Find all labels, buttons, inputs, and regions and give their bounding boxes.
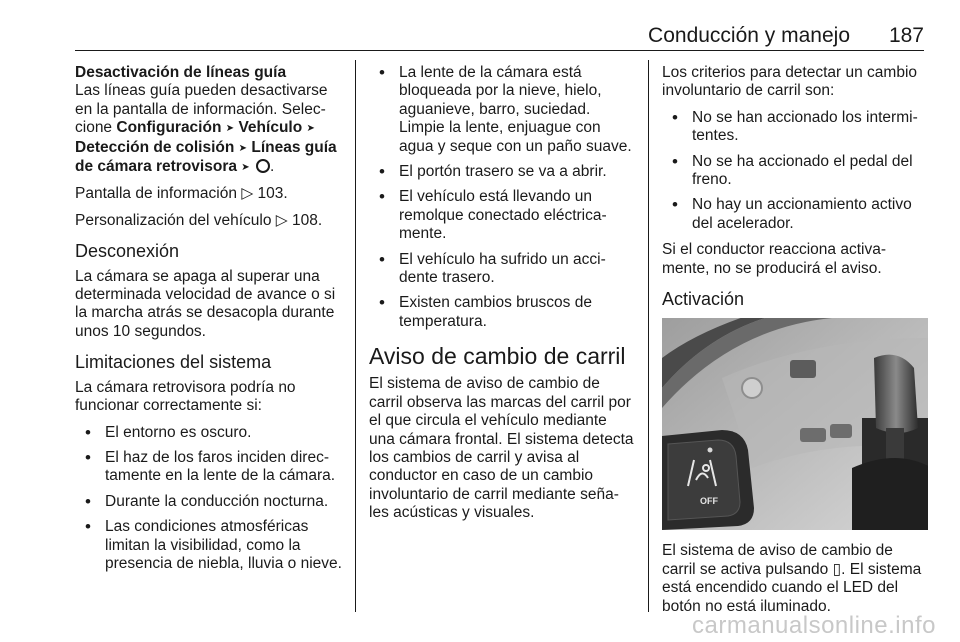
list-item: • No se ha accionado el pedal del freno. bbox=[662, 153, 928, 190]
crossref-text: Personalización del vehículo bbox=[75, 211, 272, 229]
limitations-list-continued bbox=[369, 64, 634, 331]
list-item: • Existen cambios bruscos de temperatura. bbox=[369, 294, 634, 331]
list-item: • Durante la conducción nocturna. bbox=[75, 493, 345, 511]
list-item: • No hay un accionamiento activo del acelerador. bbox=[662, 196, 928, 233]
menu-path-2: Vehículo bbox=[238, 119, 303, 137]
list-item: • El vehículo está llevando un remolque conectado eléctrica-mente. bbox=[369, 188, 634, 243]
paragraph-lane-departure: El sistema de aviso de cambio de carril observa las marcas del carril por el que circula el vehículo mediante una cámara frontal. El sistema detecta los cambios de carril y avisa al conductor en caso de un cambio involuntario de carril mediante seña-les acústicas y visuales. bbox=[369, 375, 634, 522]
page-number: 187 bbox=[888, 24, 924, 47]
paragraph-criteria: Los criterios para detectar un cambio involuntario de carril son: bbox=[662, 64, 918, 100]
list-item: • La lente de la cámara está bloqueada por la nieve, hielo, aguanieve, barro, suciedad. Limpie la lente, enjuague con agua y seque con un paño suave. bbox=[369, 64, 634, 156]
menu-path-3: Detección de colisión bbox=[75, 138, 235, 156]
column-divider-2 bbox=[648, 60, 649, 612]
arrow-right-icon: ➤ bbox=[225, 123, 235, 135]
header-rule bbox=[75, 50, 924, 51]
crossref-info-display bbox=[75, 185, 345, 203]
paragraph-activation bbox=[662, 542, 928, 616]
column-3 bbox=[662, 64, 928, 624]
list-item: • El vehículo ha sufrido un acci-dente trasero. bbox=[369, 251, 634, 288]
list-item: • No se han accionado los intermi-tentes. bbox=[662, 109, 928, 146]
column-2 bbox=[369, 64, 634, 531]
arrow-right-icon: ➤ bbox=[306, 123, 315, 135]
section-heading-limitations: Limitaciones del sistema bbox=[75, 352, 272, 373]
console-illustration bbox=[662, 318, 928, 530]
column-divider-1 bbox=[355, 60, 356, 612]
list-item: • El haz de los faros inciden direc-tamente en la lente de la cámara. bbox=[75, 449, 345, 486]
chapter-heading-lane-departure: Aviso de cambio de carril bbox=[369, 343, 626, 370]
menu-path-4: Líneas guía de cámara retrovisora bbox=[75, 138, 337, 176]
section-heading-activation: Activación bbox=[662, 289, 745, 310]
section-heading-guidelines: Desactivación de líneas guía bbox=[75, 64, 287, 81]
arrow-right-icon: ➤ bbox=[238, 142, 248, 154]
column-1 bbox=[75, 64, 345, 581]
paragraph-disconnection: La cámara se apaga al superar una determinada velocidad de avance o si la marcha atrás se desacopla durante unos 10 segundos. bbox=[75, 267, 336, 340]
crossref-text: Pantalla de información bbox=[75, 185, 237, 203]
page-header bbox=[0, 0, 960, 52]
activation-text-end: . El sistema está encendido cuando el LED del botón no está iluminado. bbox=[662, 560, 922, 615]
list-item: • El entorno es oscuro. bbox=[75, 424, 345, 442]
watermark: carmanualsonline.info bbox=[692, 612, 936, 639]
section-heading-disconnection: Desconexión bbox=[75, 241, 180, 262]
crossref-page[interactable]: 108. bbox=[292, 211, 323, 229]
paragraph-limitations: La cámara retrovisora podría no funcionar correctamente si: bbox=[75, 378, 296, 415]
paragraph-driver-reaction: Si el conductor reacciona activa-mente, no se producirá el aviso. bbox=[662, 241, 887, 277]
list-item: • Las condiciones atmosféricas limitan la visibilidad, como la presencia de niebla, lluvia o nieve. bbox=[75, 518, 345, 573]
crossref-page[interactable]: 103. bbox=[257, 185, 288, 203]
lane-departure-icon: ▯ bbox=[832, 560, 842, 578]
list-item: • El portón trasero se va a abrir. bbox=[369, 163, 634, 181]
arrow-right-icon: ➤ bbox=[241, 162, 250, 174]
circle-off-icon bbox=[256, 159, 270, 173]
page-ref-icon: ▷ bbox=[275, 211, 288, 229]
crossref-personalization bbox=[75, 212, 345, 230]
activation-text: El sistema de aviso de cambio de carril se activa pulsando bbox=[662, 542, 893, 578]
off-label: OFF bbox=[700, 496, 718, 507]
menu-path-1: Configuración bbox=[116, 119, 222, 137]
criteria-list bbox=[662, 109, 928, 233]
console-photo bbox=[662, 318, 928, 530]
paragraph-text: Las líneas guía pueden desactivarse en la pantalla de información. Selec-cione bbox=[75, 82, 328, 137]
paragraph-guidelines: Las líneas guía pueden desactivarse en la pantalla de información. Selec-cione Configuración ➤ Vehículo ➤ Detección de colisión ➤ Líneas guía de cámara retrovisora ➤ . bbox=[75, 82, 337, 176]
limitations-list bbox=[75, 424, 345, 574]
running-title: Conducción y manejo bbox=[648, 24, 850, 47]
page-ref-icon: ▷ bbox=[241, 185, 254, 203]
